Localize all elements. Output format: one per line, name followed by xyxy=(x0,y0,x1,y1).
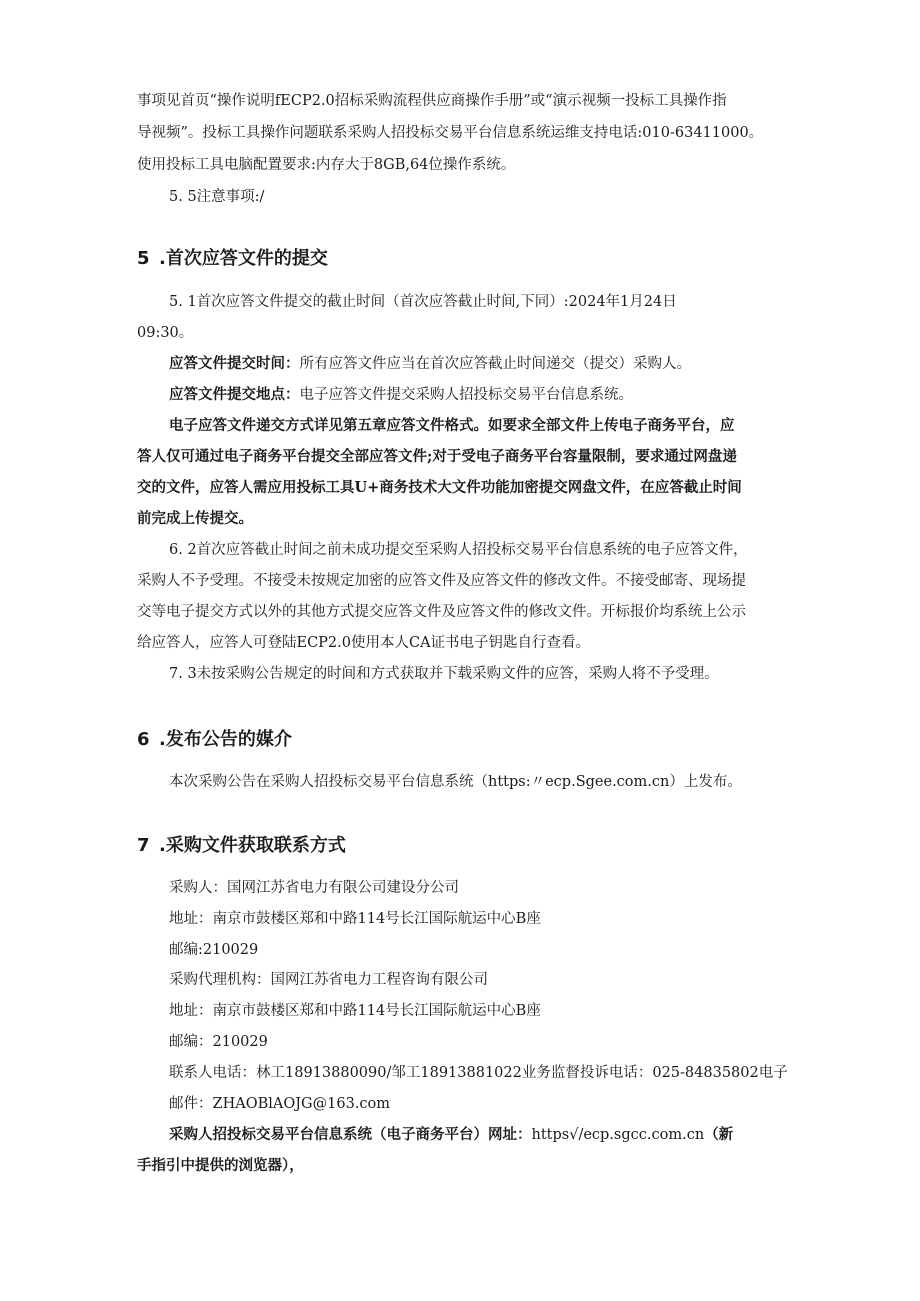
section-6-title: .发布公告的媒介 xyxy=(159,729,292,750)
section-7-heading xyxy=(137,834,346,858)
platform-url-paragraph xyxy=(169,1125,733,1145)
platform-label: 采购人招投标交易平台信息系统（电子商务平台）网址： xyxy=(169,1126,532,1143)
intro-line-3: 使用投标工具电脑配置要求:内存大于8GB,64位操作系统。 xyxy=(137,157,516,173)
intro-line-1: 事项见首页“操作说明fECP2.0招标采购流程供应商操作手册”或“演示视频一投标工具操作指 xyxy=(137,93,727,109)
section-5-title: .首次应答文件的提交 xyxy=(159,248,328,269)
clause-6-2-line-2: 采购人不予受理。不接受未按规定加密的应答文件及应答文件的修改文件。不接受邮寄、现场提 xyxy=(137,573,746,589)
submit-place-label: 应答文件提交地点： xyxy=(169,386,300,403)
clause-6-2-line-4: 给应答人，应答人可登陆ECP2.0使用本人CA证书电子钥匙自行查看。 xyxy=(137,635,591,651)
platform-url-link[interactable]: https√/ecp.sgcc.com.cn xyxy=(531,1127,705,1143)
contact-phone-line: 联系人电话：林工18913880090/邹工18913881022业务监督投诉电话：025-84835802电子 xyxy=(169,1065,788,1081)
submit-time-text: 所有应答文件应当在首次应答截止时间递交（提交）采购人。 xyxy=(299,356,691,372)
section-6-heading xyxy=(137,728,292,752)
deadline-line-2: 09:30。 xyxy=(137,325,194,341)
section-5-heading xyxy=(137,247,328,271)
purchaser-name: 采购人：国网江苏省电力有限公司建设分公司 xyxy=(169,880,459,896)
section-6-number: 6 xyxy=(137,729,150,750)
submission-method-line-3: 交的文件，应答人需应用投标工具U+商务技术大文件功能加密提交网盘文件，在应答截止时间 xyxy=(137,479,742,496)
intro-line-2: 导视频”。投标工具操作问题联系采购人招投标交易平台信息系统运维支持电话:010-63411000。 xyxy=(137,125,764,141)
submission-method-line-4: 前完成上传提交。 xyxy=(137,510,253,527)
agency-address: 地址：南京市鼓楼区郑和中路114号长江国际航运中心B座 xyxy=(169,1003,541,1019)
clause-6-2-line-1: 6. 2首次应答截止时间之前未成功提交至采购人招投标交易平台信息系统的电子应答文件， xyxy=(169,542,748,558)
clause-6-2-line-3: 交等电子提交方式以外的其他方式提交应答文件及应答文件的修改文件。开标报价均系统上公示 xyxy=(137,604,746,620)
publish-media-text: 本次采购公告在采购人招投标交易平台信息系统（https:〃ecp.Sgee.com.cn）上发布。 xyxy=(169,774,742,790)
purchaser-address: 地址：南京市鼓楼区郑和中路114号长江国际航运中心B座 xyxy=(169,911,541,927)
submit-time-paragraph xyxy=(169,354,691,374)
platform-tail: （新 xyxy=(704,1126,734,1143)
submission-method-line-2: 答人仅可通过电子商务平台提交全部应答文件;对于受电子商务平台容量限制，要求通过网盘递 xyxy=(137,448,737,465)
purchaser-zip: 邮编:210029 xyxy=(169,942,259,958)
platform-line-2: 手指引中提供的浏览器）， xyxy=(137,1157,304,1174)
section-7-number: 7 xyxy=(137,835,150,856)
submission-method-line-1: 电子应答文件递交方式详见第五章应答文件格式。如要求全部文件上传电子商务平台，应 xyxy=(169,417,735,434)
submit-place-paragraph xyxy=(169,385,633,405)
notes-item: 5. 5注意事项:/ xyxy=(169,189,265,205)
submit-time-label: 应答文件提交时间： xyxy=(169,355,300,372)
section-5-number: 5 xyxy=(137,248,150,269)
agency-name: 采购代理机构：国网江苏省电力工程咨询有限公司 xyxy=(169,972,488,988)
agency-zip: 邮编：210029 xyxy=(169,1034,268,1050)
section-7-title: .采购文件获取联系方式 xyxy=(159,835,346,856)
deadline-line-1: 5. 1首次应答文件提交的截止时间（首次应答截止时间,下同）:2024年1月24日 xyxy=(169,294,677,310)
clause-7-3: 7. 3未按采购公告规定的时间和方式获取并下载采购文件的应答，采购人将不予受理。 xyxy=(169,666,719,682)
submit-place-text: 电子应答文件提交采购人招投标交易平台信息系统。 xyxy=(299,387,633,403)
contact-email-line: 邮件：ZHAOBlAOJG@163.com xyxy=(169,1096,391,1112)
